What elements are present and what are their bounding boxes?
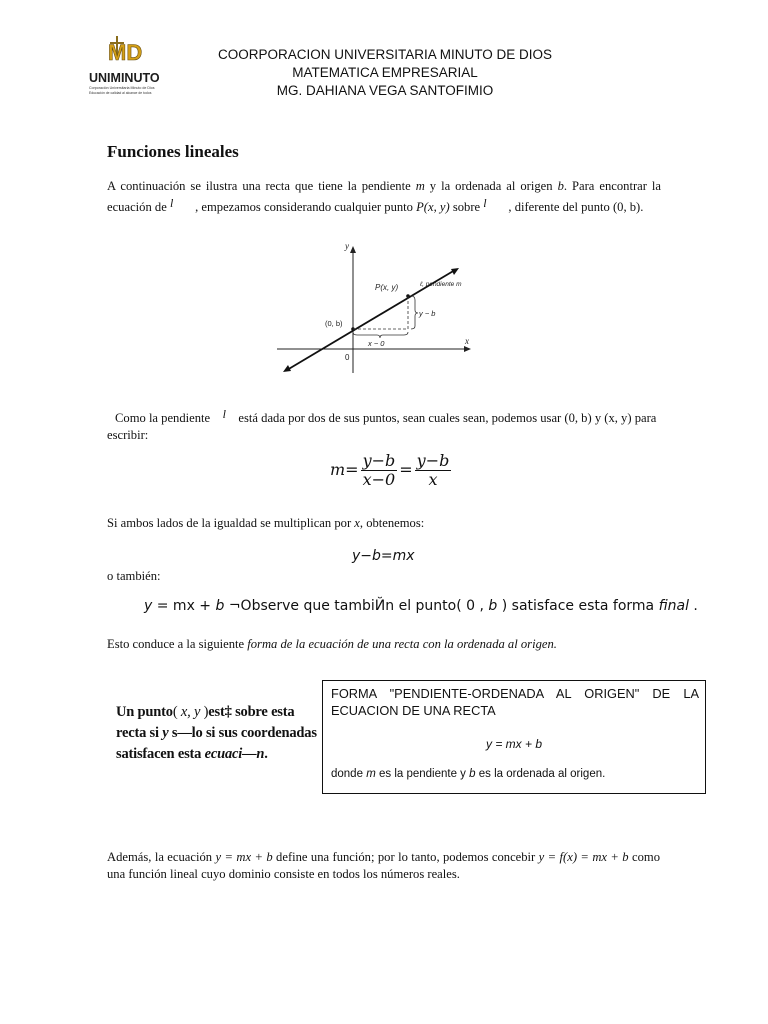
box-note: donde m es la pendiente y b es la ordenada al origen.: [331, 768, 606, 780]
logo-subtitle-1: Corporación Universitaria Minuto de Dios: [89, 86, 155, 90]
document-header: [170, 46, 600, 100]
line-label: ℓ, pendiente m: [420, 281, 462, 288]
tambien-label: o también:: [107, 569, 161, 583]
logo-subtitle-2: Educación de calidad al alcance de todos: [89, 91, 152, 95]
line-symbol: l: [483, 195, 487, 210]
origin-label: 0: [345, 353, 350, 362]
uniminuto-logo: [86, 32, 182, 102]
header-instructor: MG. DAHIANA VEGA SANTOFIMIO: [276, 83, 494, 98]
line-symbol: l: [169, 195, 174, 210]
line-graph: [273, 240, 473, 375]
box-equation: y = mx + b: [485, 737, 543, 751]
intercept-label: (0, b): [325, 319, 343, 328]
section-title: Funciones lineales: [107, 142, 239, 161]
logo-name: UNIMINUTO: [89, 71, 160, 85]
slope-intercept-box: [322, 680, 706, 794]
conduce-paragraph: Esto conduce a la siguiente forma de la ecuación de una recta con la ordenada al origen.: [107, 637, 557, 651]
slope-formula: m= $\frac{y-b}{x-0}$ = $\frac{y-b}{x}$: [330, 451, 450, 489]
intro-paragraph: A continuación se ilustra una recta que tiene la pendiente m y la ordenada al origen b. Para encontrar la ecuación de l , empezamos considerando cualquier punto P(x, y) sobre l , diferente del punto (0, b).: [107, 179, 661, 214]
rise-label: y − b: [419, 309, 436, 318]
ademas-paragraph: Además, la ecuación y = mx + b define una función; por lo tanto, podemos concebir y = f(x) = mx + b como una función lineal cuyo dominio consiste en todos los números reales.: [107, 850, 660, 881]
run-label: x − 0: [368, 339, 385, 348]
box-title: FORMA "PENDIENTE-ORDENADA AL ORIGEN" DE LA ECUACION DE UNA RECTA: [331, 686, 699, 718]
header-institution: COORPORACION UNIVERSITARIA MINUTO DE DIOS: [217, 47, 553, 62]
logo-initials: MD: [108, 40, 143, 65]
point-p-label: P(x, y): [375, 283, 399, 292]
line-symbol: l: [222, 407, 226, 421]
y-axis-label: y: [345, 241, 349, 251]
x-axis-label: x: [465, 336, 469, 346]
si-paragraph: Si ambos lados de la igualdad se multiplican por x, obtenemos:: [107, 516, 425, 530]
margin-note: Un punto( x, y )est‡ sobre esta recta si y s—lo si sus coordenadas satisfacen esta ecuaci—n.: [116, 704, 317, 762]
como-paragraph: Como la pendiente l está dada por dos de sus puntos, sean cuales sean, podemos usar (0, b) y (x, y) para escribir:: [107, 407, 657, 442]
equation-slope-intercept: y = mx + b ¬Observe que tambiЙn el punto( 0 , b ) satisface esta forma final .: [144, 598, 698, 614]
header-course: MATEMATICA EMPRESARIAL: [292, 65, 478, 80]
equation-y-minus-b: y−b=mx: [352, 548, 415, 564]
